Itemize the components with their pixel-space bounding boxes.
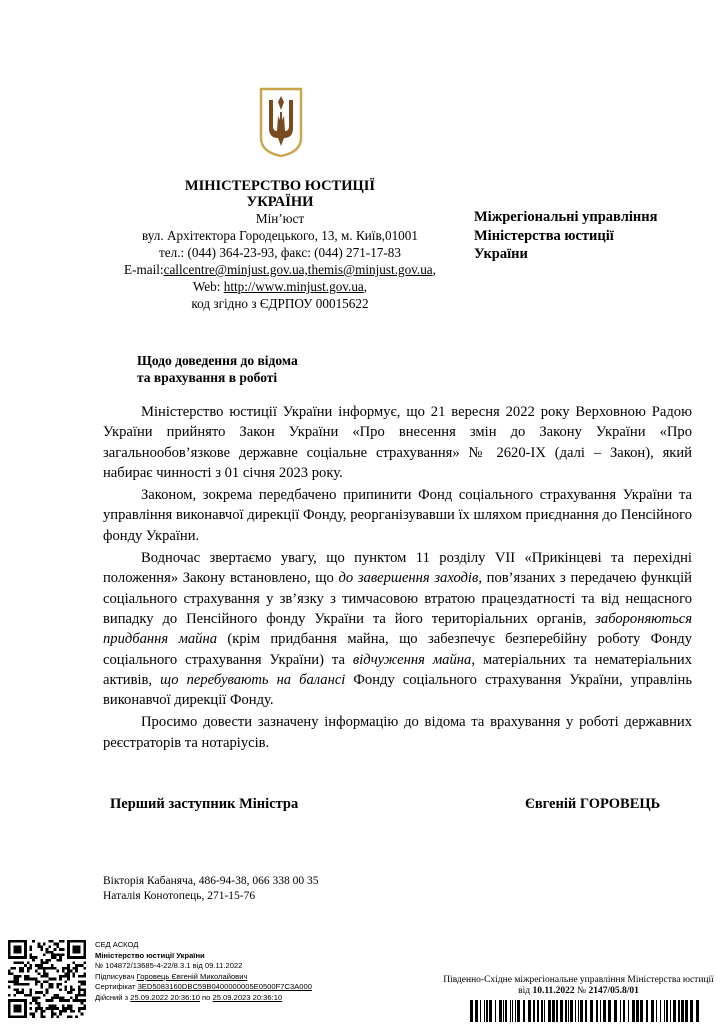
p3-emphasis-on-balance: що перебувають на балансі	[160, 671, 346, 688]
sed-valid-from: 25.09.2022 20:36:10	[130, 992, 200, 1002]
trident-coat-of-arms-icon	[258, 86, 304, 158]
contact-line-1: Вікторія Кабаняча, 486-94-38, 066 338 00 35	[103, 875, 319, 887]
p3-emphasis-alienation: відчуження майна	[352, 651, 472, 668]
recipient-line2: Міністерства юстиції	[474, 227, 614, 244]
ministry-web-line	[95, 278, 465, 295]
subject-line1: Щодо доведення до відома	[137, 353, 298, 368]
registration-mid: №	[574, 986, 589, 996]
letter-body	[103, 402, 692, 755]
registration-stamp	[440, 975, 717, 997]
registration-prefix: від	[518, 986, 533, 996]
electronic-signature-stamp	[95, 940, 312, 1004]
letter-subject	[137, 352, 298, 386]
web-suffix: ,	[363, 279, 368, 294]
sed-valid-prefix: Дійсний з	[95, 992, 131, 1002]
registration-line	[440, 986, 717, 997]
sed-organization: Міністерство юстиції України	[95, 950, 205, 960]
sender-block	[95, 178, 465, 312]
sed-cert: 3ED5083160DBC59B0400000005E0500F7C3A000	[137, 982, 312, 992]
email-suffix: ,	[432, 262, 436, 277]
body-paragraph-2: Законом, зокрема передбачено припинити Фонд соціального страхування України та управління виконавчої дирекції Фонду, реорганізувавши їх шляхом приєднання до Пенсійного фонду України.	[103, 487, 692, 544]
ministry-address: вул. Архітектора Городецького, 13, м. Київ,01001	[142, 228, 418, 243]
sed-validity-line	[95, 993, 312, 1004]
body-paragraph-3	[103, 548, 692, 710]
sed-signer-prefix: Підписувач	[95, 971, 137, 981]
ministry-phones: тел.: (044) 364-23-93, факс: (044) 271-17-83	[159, 245, 401, 260]
barcode-icon	[470, 1000, 700, 1022]
ministry-name-line1: МІНІСТЕРСТВО ЮСТИЦІЇ	[184, 178, 376, 194]
p3-emphasis-completion: до завершення заходів	[338, 570, 479, 587]
sed-valid-mid: по	[199, 992, 213, 1002]
registration-number: 2147/05.8/01	[588, 986, 639, 996]
p3-part-a: Водночас звертаємо увагу, що пунктом 11 розділу VII «Прикінцеві та перехідні положення» Закону встановлено, що	[103, 550, 692, 587]
email-links[interactable]: callcentre@minjust.gov.ua,themis@minjust.gov.ua	[163, 262, 433, 277]
p3-part-c: , пов’язаних з передачею функцій соціального страхування у зв’язку з тимчасовою втратою працездатності та від нещасного випадку до Пенсійного фонду України та його територіальних органів,	[103, 570, 692, 627]
ministry-email-line	[95, 261, 465, 278]
p3-part-e: (крім придбання майна, що забезпечує безперебійну роботу Фонду соціального страхування України) та	[103, 631, 692, 668]
recipient-line1: Міжрегіональні управління	[474, 209, 658, 225]
subject-line2: та врахування в роботі	[137, 370, 278, 385]
recipient-line3: України	[474, 246, 528, 262]
ministry-short-name: Мін’юст	[255, 211, 305, 226]
sed-signer: Горовець Євгеній Миколайович	[136, 971, 248, 981]
contact-persons	[103, 874, 318, 904]
email-prefix: E-mail:	[124, 262, 164, 277]
sed-cert-prefix: Сертифікат	[95, 982, 138, 992]
sed-signer-line	[95, 972, 312, 983]
p3-part-g: , матеріальних та нематеріальних активів,	[103, 651, 692, 688]
body-paragraph-4: Просимо довести зазначену інформацію до відома та врахування у роботі державних реєстраторів та нотаріусів.	[103, 714, 692, 751]
contact-line-2: Наталія Конотопець, 271-15-76	[103, 890, 256, 902]
sed-header: СЕД АСКОД	[95, 940, 139, 949]
ministry-edrpou: код згідно з ЄДРПОУ 00015622	[191, 296, 369, 311]
registration-org: Південно-Східне міжрегіональне управління Міністерства юстиції	[443, 975, 714, 985]
recipient-block	[474, 208, 714, 264]
web-link[interactable]: http://www.minjust.gov.ua	[223, 279, 364, 294]
signatory-title: Перший заступник Міністра	[110, 796, 299, 812]
web-prefix: Web:	[192, 279, 224, 294]
ministry-name-line2: УКРАЇНИ	[246, 194, 314, 210]
qr-code-icon	[8, 940, 86, 1018]
signatory-name: Євгеній ГОРОВЕЦЬ	[525, 796, 661, 812]
sed-number: № 104872/13685-4-22/8.3.1 від 09.11.2022	[95, 961, 243, 971]
p3-part-i: Фонду соціального страхування України, управлінь виконавчої дирекції Фонду.	[103, 671, 692, 709]
p3-emphasis-prohibited-acquisition: забороняються придбання майна	[103, 610, 692, 648]
sed-valid-to: 25.09.2023 20:36:10	[212, 992, 283, 1002]
sed-cert-line	[95, 982, 312, 993]
registration-date: 10.11.2022	[532, 986, 575, 996]
body-paragraph-1: Міністерство юстиції України інформує, що 21 вересня 2022 року Верховною Радою України прийнято Закон України «Про внесення змін до Закону України «Про загальнообов’язкове державне соціальне страхування» № 2620-IX (далі – Закон), який набирає чинності з 01 січня 2023 року.	[103, 404, 692, 481]
